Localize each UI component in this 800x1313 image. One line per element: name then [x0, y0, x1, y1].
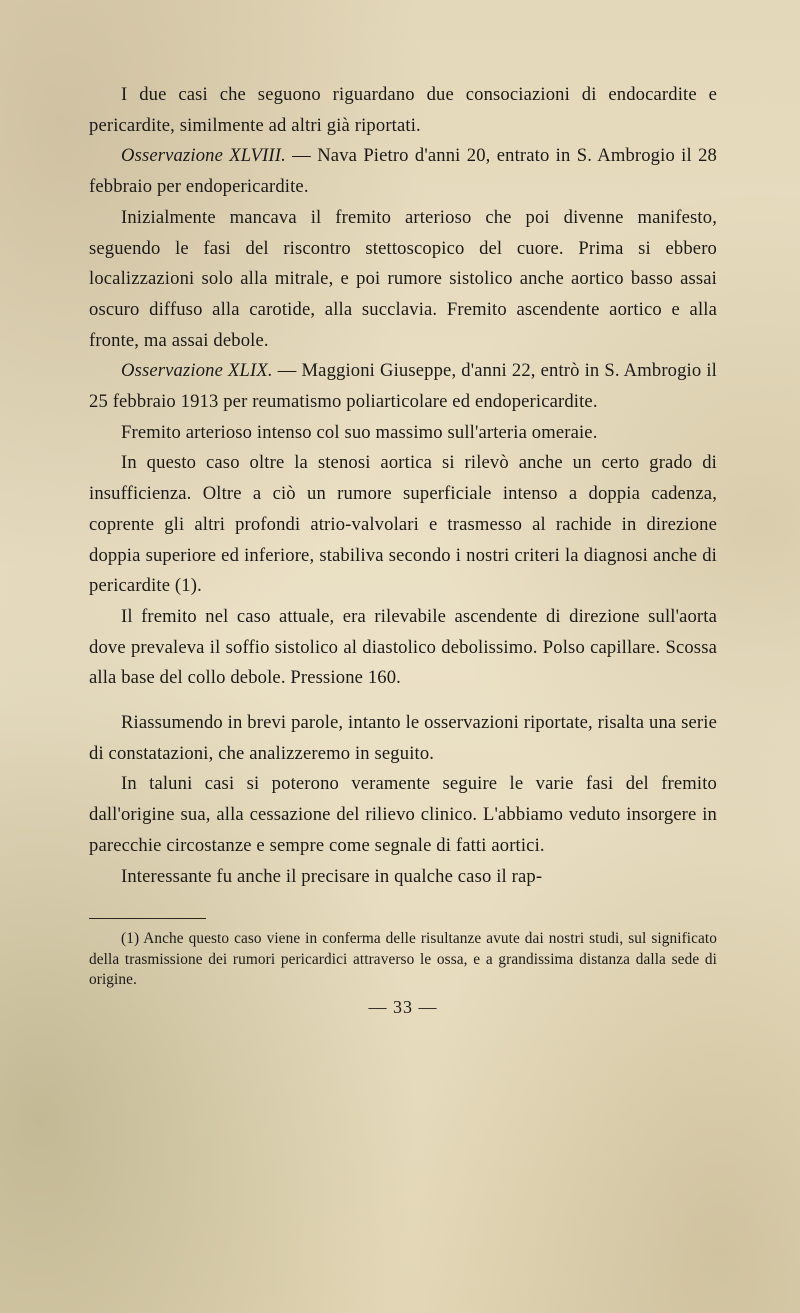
summary-paragraph-3: Interessante fu anche il precisare in qualche caso il rap- [121, 865, 543, 887]
summary-paragraph-1: Riassumendo in brevi parole, intanto le osservazioni riportate, risalta una serie di constatazioni, che analizzeremo in seguito. [89, 712, 717, 764]
observation-49-title: Osservazione XLIX. [121, 360, 273, 382]
document-page [89, 80, 717, 1018]
observation-48-text: — Nava Pietro d'anni 20, entrato in S. Ambrogio il 28 febbraio per endopericardite. [89, 145, 717, 198]
footnote-divider [89, 918, 206, 919]
section-gap [89, 694, 717, 708]
summary-paragraph-2: In taluni casi si poterono veramente seguire le varie fasi del fremito dall'origine sua, alla cessazione del rilievo clinico. L'abbiamo veduto insorgere in parecchie circostanze e sempre come segnale di fatti aortici. [89, 773, 717, 856]
observation-49-text: — Maggioni Giuseppe, d'anni 22, entrò in S. Ambrogio il 25 febbraio 1913 per reumatismo poliarticolare ed endopericardite. [89, 360, 717, 413]
observation-48-heading-paragraph [89, 141, 717, 202]
page-number: — 33 — [368, 997, 438, 1018]
observation-49-paragraph-2: Fremito arterioso intenso col suo massimo sull'arteria omeraie. [121, 421, 598, 443]
footnote: (1) Anche questo caso viene in conferma delle risultanze avute dai nostri studi, sul significato della trasmissione dei rumori pericardici attraverso le ossa, e a grandissima distanza dalla sede di origine. [89, 930, 717, 989]
observation-48-paragraph-2: Inizialmente mancava il fremito arterioso che poi divenne manifesto, seguendo le fasi del riscontro stettoscopico del cuore. Prima si ebbero localizzazioni solo alla mitrale, e poi rumore sistolico anche aortico basso assai oscuro diffuso alla carotide, alla succlavia. Fremito ascendente aortico e alla fronte, ma assai debole. [89, 206, 717, 351]
observation-48-title: Osservazione XLVIII. [121, 145, 286, 167]
observation-49-paragraph-3: In questo caso oltre la stenosi aortica si rilevò anche un certo grado di insufficienza. Oltre a ciò un rumore superficiale intenso a doppia cadenza, coprente gli altri profondi atrio-valvolari e trasmesso al rachide in direzione doppia superiore ed inferiore, stabiliva secondo i nostri criteri la diagnosi anche di pericardite (1). [89, 452, 717, 597]
observation-49-heading-paragraph [89, 356, 717, 417]
intro-paragraph: I due casi che seguono riguardano due consociazioni di endocardite e pericardite, similmente ad altri già riportati. [89, 84, 717, 136]
observation-49-paragraph-4: Il fremito nel caso attuale, era rilevabile ascendente di direzione sull'aorta dove prevaleva il soffio sistolico al diastolico debolissimo. Polso capillare. Scossa alla base del collo debole. Pressione 160. [89, 605, 717, 689]
